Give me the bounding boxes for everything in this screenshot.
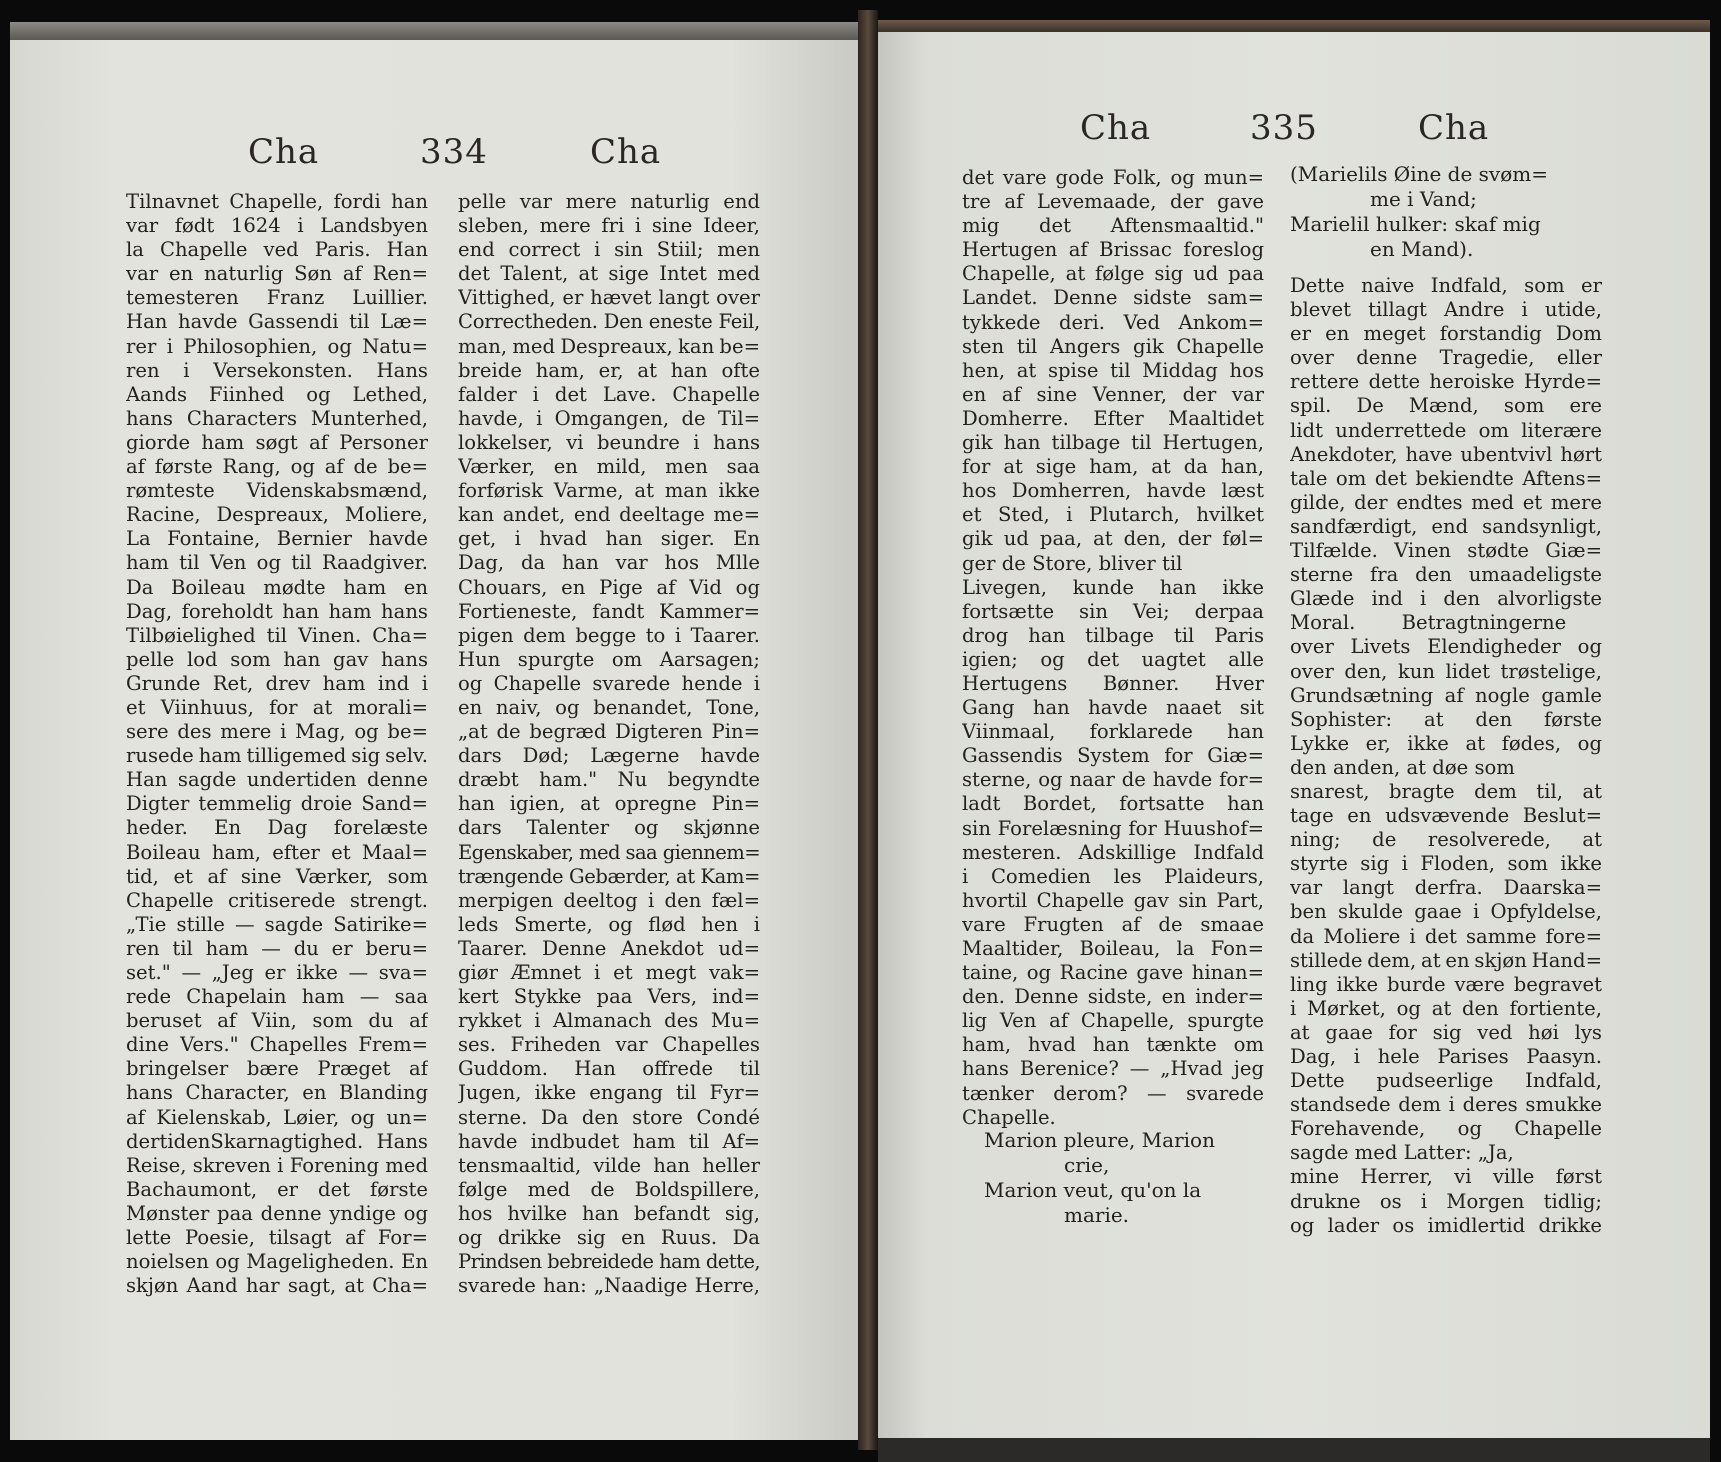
text-line: Guddom. Han offrede til <box>458 1057 760 1081</box>
text-line: forførisk Varme, at man ikke <box>458 479 760 503</box>
text-line: fortsætte sin Vei; derpaa <box>962 599 1264 623</box>
text-line: sterne. Da den store Condé <box>458 1105 760 1129</box>
text-line: Tilbøielighed til Vinen. Cha= <box>126 623 428 647</box>
text-line: hen, at spise til Middag hos <box>962 358 1264 382</box>
text-line: ham, hvad han tænkte om <box>962 1033 1264 1057</box>
text-line: end correct i sin Stiil; men <box>458 238 760 262</box>
text-line: marie. <box>1064 1203 1130 1227</box>
text-line: „at de begræd Digteren Pin= <box>458 720 760 744</box>
text-line: Tilfælde. Vinen stødte Giæ= <box>1290 539 1602 563</box>
text-line: lette Poesie, tilsagt af For= <box>126 1226 428 1250</box>
text-line: den. Denne sidste, en inder= <box>962 985 1264 1009</box>
text-line: Dette pudseerlige Indfald, <box>1290 1069 1602 1093</box>
text-line: standsede dem i deres smukke <box>1290 1093 1602 1117</box>
left-running-head-left: Cha <box>248 132 320 172</box>
danish-verse-translation <box>1290 162 1602 262</box>
text-line: Vittighed, er hævet langt over <box>458 286 760 310</box>
text-line: Jugen, ikke engang til Fyr= <box>458 1081 760 1105</box>
text-line: tale om det bekiendte Aftens= <box>1290 466 1602 490</box>
text-line: et Sted, i Plutarch, hvilket <box>962 503 1264 527</box>
text-line: falder i det Lave. Chapelle <box>458 382 760 406</box>
text-line: Dag, i hele Parises Paasyn. <box>1290 1045 1602 1068</box>
text-line: Egenskaber, med saa giennem= <box>458 840 760 864</box>
text-line: dars Talenter og skjønne <box>458 816 760 840</box>
text-line: Gassendis System for Giæ= <box>962 744 1264 768</box>
text-line: drukne os i Morgen tidlig; <box>1290 1189 1602 1213</box>
text-line: lokkelser, vi beundre i hans <box>458 430 760 454</box>
text-line: Aands Fiinhed og Lethed, <box>126 382 428 406</box>
text-line: Dag, foreholdt han ham hans <box>126 599 428 623</box>
text-line: snarest, bragte dem til, at <box>1290 779 1602 803</box>
text-line: en af sine Venner, der var <box>962 382 1264 406</box>
text-line: drog han tilbage til Paris <box>962 623 1264 647</box>
text-line: mine Herrer, vi ville først <box>1290 1165 1602 1189</box>
text-line: Han sagde undertiden denne <box>126 768 428 792</box>
text-line: Boileau ham, efter et Maal= <box>126 840 428 864</box>
text-line: Prindsen bebreidede ham dette, <box>458 1250 760 1274</box>
text-line: Dag, da han var hos Mlle <box>458 551 760 575</box>
text-line: pelle var mere naturlig end <box>458 190 760 213</box>
left-page-number: 334 <box>420 132 488 172</box>
text-line: kan andet, end deeltage me= <box>458 503 760 527</box>
text-line: crie, <box>1064 1153 1110 1177</box>
text-line: temesteren Franz Luillier. <box>126 286 428 310</box>
text-line: Glæde ind i den alvorligste <box>1290 587 1602 611</box>
text-line: igien; og det uagtet alle <box>962 647 1264 671</box>
text-line: pelle lod som han gav hans <box>126 647 428 671</box>
text-line: hans Berenice? — „Hvad jeg <box>962 1057 1264 1081</box>
right-running-head-right: Cha <box>1418 108 1490 148</box>
text-line: ses. Friheden var Chapelles <box>458 1033 760 1057</box>
text-line: Hun spurgte om Aarsagen; <box>458 647 760 671</box>
text-line: tensmaaltid, vilde han heller <box>458 1153 760 1177</box>
text-line: ger de Store, bliver til <box>962 551 1183 575</box>
text-line: leds Smerte, og flød hen i <box>458 912 760 936</box>
text-line: Fortieneste, fandt Kammer= <box>458 599 760 623</box>
text-line: beruset af Viin, som du af <box>126 1009 428 1033</box>
text-line: rettere dette heroiske Hyrde= <box>1290 370 1602 394</box>
text-line: hans Characters Munterhed, <box>126 406 428 430</box>
text-line: gik han tilbage til Hertugen, <box>962 431 1264 455</box>
text-line: giør Æmnet i et megt vak= <box>458 961 760 984</box>
text-line: taine, og Racine gave hinan= <box>962 961 1264 985</box>
left-page-column-2 <box>458 190 760 1298</box>
text-line: styrte sig i Floden, som ikke <box>1290 852 1602 876</box>
text-line: ling ikke burde være begravet <box>1290 972 1602 996</box>
text-line: lig Ven af Chapelle, spurgte <box>962 1009 1264 1033</box>
right-page-number: 335 <box>1250 108 1318 148</box>
text-line: noielsen og Mageligheden. En <box>126 1250 428 1274</box>
text-line: tykkede deri. Ved Ankom= <box>962 310 1264 334</box>
text-line: Landet. Denne sidste sam= <box>962 286 1264 310</box>
text-line: Chouars, en Pige af Vid og <box>458 575 760 599</box>
text-line: Hertugens Bønner. Hver <box>962 671 1264 695</box>
text-line: get, i hvad han siger. En <box>458 527 760 551</box>
text-line: havde indbudet ham til Af= <box>458 1129 760 1153</box>
text-line: ladt Bordet, fortsatte han <box>962 792 1264 816</box>
text-line: ning; de resolverede, at <box>1290 828 1602 852</box>
text-line: Maaltider, Boileau, la Fon= <box>962 937 1264 960</box>
text-line: dertidenSkarnagtighed. Hans <box>126 1129 428 1153</box>
text-line: Han havde Gassendi til Læ= <box>126 310 428 334</box>
text-line: man, med Despreaux, kan be= <box>458 334 760 358</box>
text-line: en Mand). <box>1370 237 1474 261</box>
text-line: rer i Philosophien, og Natu= <box>126 334 428 358</box>
page-top-edge <box>878 20 1710 32</box>
text-line: ren i Versekonsten. Hans <box>126 358 428 382</box>
text-line: Taarer. Denne Anekdot ud= <box>458 936 760 960</box>
text-line: Grundsætning af nogle gamle <box>1290 683 1602 707</box>
text-line: Gang han havde naaet sit <box>962 696 1264 720</box>
text-line: pigen dem begge to i Taarer. <box>458 623 760 647</box>
text-line: gik ud paa, at den, der føl= <box>962 527 1264 551</box>
french-verse <box>984 1128 1264 1228</box>
text-line: han igien, at opregne Pin= <box>458 792 760 816</box>
text-line: dars Død; Lægerne havde <box>458 744 760 768</box>
text-line: i Comedien les Plaideurs, <box>962 864 1264 888</box>
text-line: ham til Ven og til Raadgiver. <box>126 551 428 575</box>
text-line: Bachaumont, er det første <box>126 1177 428 1201</box>
text-line: sagde med Latter: „Ja, <box>1290 1141 1514 1165</box>
text-line: lidt underrettede om literære <box>1290 418 1602 442</box>
page-top-edge <box>10 22 858 40</box>
left-page <box>10 22 858 1440</box>
text-line: (Marielils Øine de svøm= <box>1290 162 1548 186</box>
text-line: Chapelle. <box>962 1105 1056 1129</box>
text-line: Correctheden. Den eneste Feil, <box>458 310 760 334</box>
text-line: Da Boileau mødte ham en <box>126 575 428 599</box>
text-line: Marion pleure, Marion <box>984 1128 1215 1152</box>
text-line: af Kielenskab, Løier, og un= <box>126 1105 428 1129</box>
text-line: Livegen, kunde han ikke <box>962 575 1264 599</box>
text-line: Racine, Despreaux, Moliere, <box>126 503 428 527</box>
right-page-column-1 <box>962 166 1264 1130</box>
text-line: rede Chapelain ham — saa <box>126 985 428 1009</box>
text-line: var født 1624 i Landsbyen <box>126 214 428 238</box>
text-line: ben skulde gaae i Opfyldelse, <box>1290 900 1602 924</box>
text-line: Domherre. Efter Maaltidet <box>962 406 1264 430</box>
text-line: heder. En Dag forelæste <box>126 816 428 840</box>
text-line: Chapelle, at følge sig ud paa <box>962 262 1264 286</box>
text-line: over Livets Elendigheder og <box>1290 635 1602 659</box>
text-line: kert Stykke paa Vers, ind= <box>458 985 760 1009</box>
text-line: merpigen deeltog i den fæl= <box>458 888 760 912</box>
text-line: bringelser bære Præget af <box>126 1057 428 1081</box>
text-line: Reise, skreven i Forening med <box>126 1153 428 1177</box>
text-line: skjøn Aand har sagt, at Cha= <box>126 1274 428 1298</box>
text-line: sleben, mere fri i sine Ideer, <box>458 214 760 238</box>
text-line: hos Domherren, havde læst <box>962 479 1264 503</box>
text-line: Værker, en mild, men saa <box>458 455 760 479</box>
text-line: hvortil Chapelle gav sin Part, <box>962 888 1264 912</box>
right-page <box>878 20 1710 1438</box>
text-line: giorde ham søgt af Personer <box>126 430 428 454</box>
text-line: tænker derom? — svarede <box>962 1081 1264 1105</box>
text-line: gilde, der endtes med et mere <box>1290 490 1602 514</box>
text-line: mesteren. Adskillige Indfald <box>962 840 1264 864</box>
text-line: sterne, og naar de havde for= <box>962 768 1264 792</box>
text-line: og drikke sig en Ruus. Da <box>458 1226 760 1250</box>
text-line: me i Vand; <box>1370 187 1477 211</box>
text-line: for at sige ham, at da han, <box>962 455 1264 479</box>
text-line: over den, kun lidet trøstelige, <box>1290 659 1602 683</box>
text-line: en naiv, og benandet, Tone, <box>458 695 760 719</box>
text-line: dine Vers." Chapelles Frem= <box>126 1033 428 1057</box>
text-line: Marion veut, qu'on la <box>984 1178 1202 1202</box>
text-line: spil. De Mænd, som ere <box>1290 394 1602 418</box>
text-line: ren til ham — du er beru= <box>126 936 428 960</box>
text-line: La Fontaine, Bernier havde <box>126 527 428 551</box>
text-line: og lader os imidlertid drikke <box>1290 1213 1602 1237</box>
text-line: rusede ham tilligemed sig selv. <box>126 744 428 768</box>
text-line: Viinmaal, forklarede han <box>962 720 1264 744</box>
text-line: dræbt ham." Nu begyndte <box>458 768 760 792</box>
text-line: og Chapelle svarede hende i <box>458 671 760 695</box>
text-line: sten til Angers gik Chapelle <box>962 334 1264 358</box>
text-line: rømteste Videnskabsmænd, <box>126 479 428 503</box>
left-page-column-1 <box>126 190 428 1298</box>
text-line: var en naturlig Søn af Ren= <box>126 262 428 286</box>
text-line: Chapelle critiserede strengt. <box>126 888 428 912</box>
text-line: trængende Gebærder, at Kam= <box>458 864 760 888</box>
text-line: Sophister: at den første <box>1290 707 1602 731</box>
text-line: Dette naive Indfald, som er <box>1290 274 1602 297</box>
text-line: det Talent, at sige Intet med <box>458 262 760 286</box>
text-line: af første Rang, og af de be= <box>126 455 428 479</box>
text-line: svarede han: „Naadige Herre, <box>458 1274 760 1298</box>
text-line: sandfærdigt, end sandsynligt, <box>1290 514 1602 538</box>
text-line: Grunde Ret, drev ham ind i <box>126 671 428 695</box>
text-line: hans Character, en Blanding <box>126 1081 428 1105</box>
text-line: tid, et af sine Værker, som <box>126 864 428 888</box>
text-line: rykket i Almanach des Mu= <box>458 1009 760 1033</box>
text-line: det vare gode Folk, og mun= <box>962 166 1264 189</box>
text-line: Anekdoter, have ubentvivl hørt <box>1290 442 1602 466</box>
text-line: breide ham, er, at han ofte <box>458 358 760 382</box>
text-line: er en meget forstandig Dom <box>1290 322 1602 346</box>
text-line: at gaae for sig ved høi lys <box>1290 1020 1602 1044</box>
text-line: var langt derfra. Daarska= <box>1290 876 1602 900</box>
text-line: mig det Aftensmaaltid." <box>962 214 1264 238</box>
text-line: Hertugen af Brissac foreslog <box>962 238 1264 262</box>
text-line: Forehavende, og Chapelle <box>1290 1117 1602 1141</box>
right-running-head-left: Cha <box>1080 108 1152 148</box>
text-line: den anden, at døe som <box>1290 755 1515 779</box>
text-line: sterne fra den umaadeligste <box>1290 563 1602 587</box>
text-line: et Viinhuus, for at morali= <box>126 695 428 719</box>
text-line: blevet tillagt Andre i utide, <box>1290 298 1602 322</box>
text-line: Moral. Betragtningerne <box>1290 611 1567 635</box>
text-line: la Chapelle ved Paris. Han <box>126 238 428 262</box>
text-line: sin Forelæsning for Huushof= <box>962 816 1264 840</box>
text-line: i Mørket, og at den fortiente, <box>1290 996 1602 1020</box>
text-line: Lykke er, ikke at fødes, og <box>1290 731 1602 755</box>
text-line: vare Frugten af de smaae <box>962 912 1264 936</box>
text-line: Digter temmelig droie Sand= <box>126 792 428 816</box>
text-line: set." — „Jeg er ikke — sva= <box>126 961 428 984</box>
text-line: følge med de Boldspillere, <box>458 1177 760 1201</box>
text-line: Tilnavnet Chapelle, fordi han <box>126 190 428 213</box>
text-line: da Moliere i det samme fore= <box>1290 924 1602 948</box>
text-line: Marielil hulker: skaf mig <box>1290 212 1541 236</box>
text-line: havde, i Omgangen, de Til= <box>458 406 760 430</box>
text-line: stillede dem, at en skjøn Hand= <box>1290 948 1602 972</box>
book-spine <box>858 10 878 1450</box>
text-line: tage en udsvævende Beslut= <box>1290 804 1602 828</box>
book-cover-bottom <box>878 1438 1710 1462</box>
text-line: Mønster paa denne yndige og <box>126 1201 428 1225</box>
text-line: over denne Tragedie, eller <box>1290 346 1602 370</box>
text-line: sere des mere i Mag, og be= <box>126 720 428 744</box>
text-line: tre af Levemaade, der gave <box>962 190 1264 214</box>
text-line: hos hvilke han befandt sig, <box>458 1201 760 1225</box>
right-page-column-2 <box>1290 274 1602 1238</box>
left-running-head-right: Cha <box>590 132 662 172</box>
text-line: „Tie stille — sagde Satirike= <box>126 912 428 936</box>
